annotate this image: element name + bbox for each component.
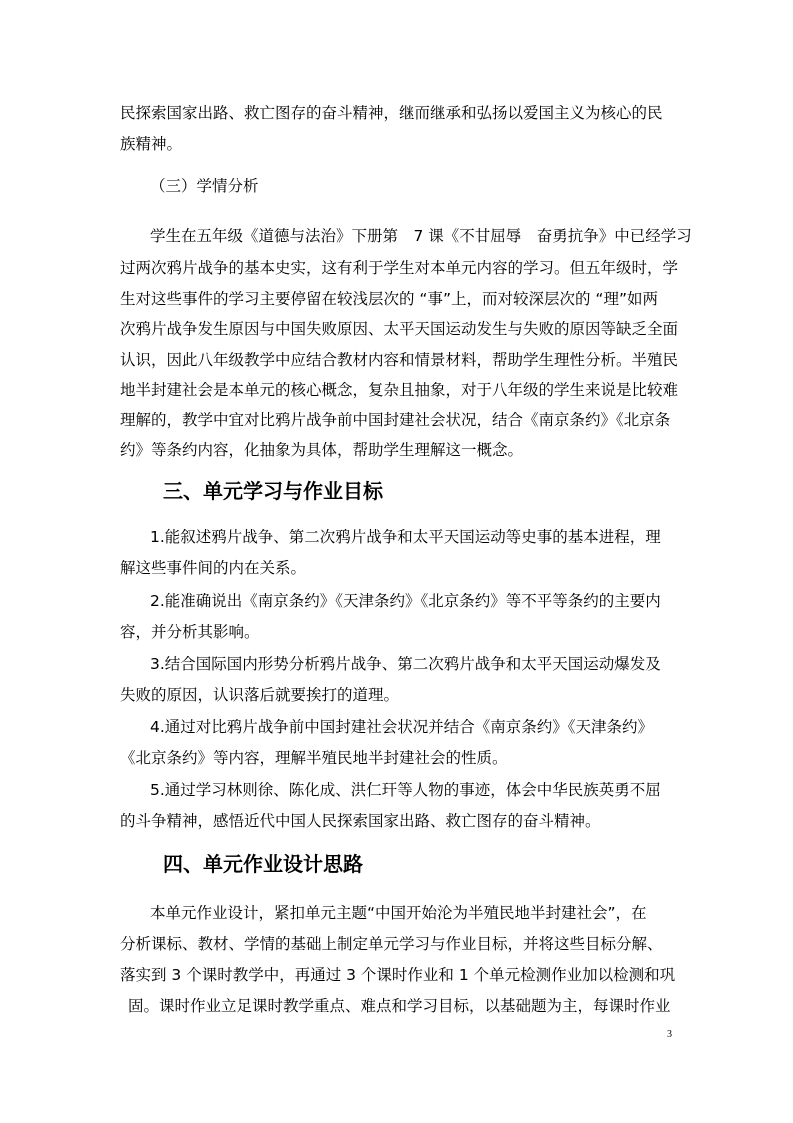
learning-analysis-line-7: 理解的，教学中宜对比鸦片战争前中国封建社会状况，结合《南京条约》《北京条 — [120, 411, 671, 429]
goal-4-line-1: 4.通过对比鸦片战争前中国封建社会状况并结合《南京条约》《天津条约》 — [150, 718, 654, 736]
learning-analysis-heading: （三）学情分析 — [150, 177, 259, 195]
intro-line-1: 民探索国家出路、救亡图存的奋斗精神，继而继承和弘扬以爱国主义为核心的民 — [120, 104, 663, 122]
design-line-1: 本单元作业设计，紧扣单元主题“中国开始沦为半殖民地半封建社会”，在 — [150, 904, 647, 922]
goal-4-line-2: 《北京条约》等内容，理解半殖民地半封建社会的性质。 — [120, 749, 508, 767]
goal-1-line-1: 1.能叙述鸦片战争、第二次鸦片战争和太平天国运动等史事的基本进程，理 — [150, 528, 661, 546]
learning-analysis-line-1: 学生在五年级《道德与法治》下册第 7 课《不甘屈辱 奋勇抗争》中已经学习 — [150, 227, 692, 245]
goal-1-line-2: 解这些事件间的内在关系。 — [120, 559, 307, 577]
design-line-4: 固。课时作业立足课时教学重点、难点和学习目标，以基础题为主，每课时作业 — [128, 997, 671, 1015]
goal-3-line-2: 失败的原因，认识落后就要挨打的道理。 — [120, 686, 400, 704]
learning-analysis-line-3: 生对这些事件的学习主要停留在较浅层次的 “事”上，而对较深层次的 “理”如两 — [120, 290, 658, 308]
intro-line-2: 族精神。 — [120, 135, 183, 153]
section-3-heading: 三、单元学习与作业目标 — [163, 479, 383, 503]
goal-2-line-2: 容，并分析其影响。 — [120, 623, 260, 641]
learning-analysis-line-5: 认识，因此八年级教学中应结合教材内容和情景材料，帮助学生理性分析。半殖民 — [120, 351, 679, 369]
goal-2-line-1: 2.能准确说出《南京条约》《天津条约》《北京条约》等不平等条约的主要内 — [150, 592, 661, 610]
learning-analysis-line-2: 过两次鸦片战争的基本史实，这有利于学生对本单元内容的学习。但五年级时，学 — [120, 259, 679, 277]
design-line-3: 落实到 3 个课时教学中，再通过 3 个课时作业和 1 个单元检测作业加以检测和巩 — [120, 966, 676, 984]
page-number: 3 — [667, 1029, 672, 1040]
learning-analysis-line-4: 次鸦片战争发生原因与中国失败原因、太平天国运动发生与失败的原因等缺乏全面 — [120, 320, 679, 338]
learning-analysis-line-8: 约》等条约内容，化抽象为具体，帮助学生理解这一概念。 — [120, 441, 524, 459]
design-line-2: 分析课标、教材、学情的基础上制定单元学习与作业目标，并将这些目标分解、 — [120, 935, 663, 953]
goal-5-line-1: 5.通过学习林则徐、陈化成、洪仁玕等人物的事迹，体会中华民族英勇不屈 — [150, 781, 661, 799]
goal-5-line-2: 的斗争精神，感悟近代中国人民探索国家出路、救亡图存的奋斗精神。 — [120, 812, 601, 830]
section-4-heading: 四、单元作业设计思路 — [163, 852, 363, 876]
learning-analysis-line-6: 地半封建社会是本单元的核心概念，复杂且抽象，对于八年级的学生来说是比较难 — [120, 381, 679, 399]
goal-3-line-1: 3.结合国际国内形势分析鸦片战争、第二次鸦片战争和太平天国运动爆发及 — [150, 655, 661, 673]
